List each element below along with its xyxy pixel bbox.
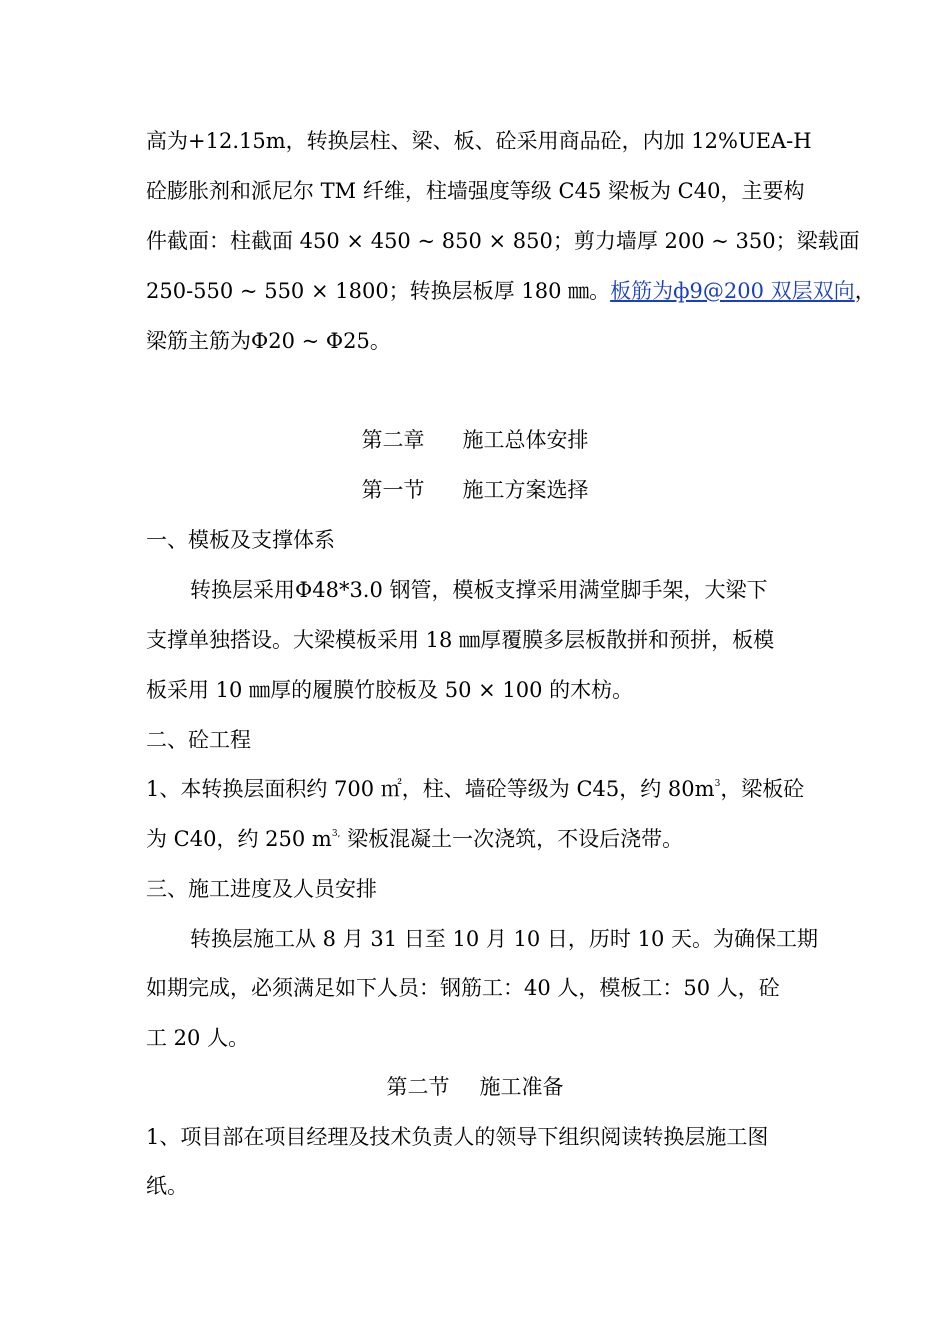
intro-line-4-tail: ， [854, 279, 876, 303]
intro-line-5: 梁筋主筋为Φ20 ~ Φ25。 [146, 329, 391, 353]
section-1-title: 施工方案选择 [462, 478, 589, 502]
section-2-number: 第二节 [386, 1075, 450, 1099]
prep-line-2: 纸。 [146, 1174, 188, 1198]
prep-line-1: 1、项目部在项目经理及技术负责人的领导下组织阅读转换层施工图 [146, 1125, 769, 1149]
section-2-heading [0, 1073, 950, 1101]
chapter-title: 施工总体安排 [462, 428, 589, 452]
schedule-line-2: 如期完成，必须满足如下人员：钢筋工：40 人，模板工：50 人，砼 [146, 976, 780, 1000]
chapter-heading [0, 426, 950, 454]
intro-line-4-text: 250-550 ~ 550 × 1800；转换层板厚 180 ㎜。 [146, 279, 611, 303]
schedule-line-3: 工 20 人。 [146, 1026, 250, 1050]
intro-line-4 [146, 277, 876, 305]
intro-line-2: 砼膨胀剂和派尼尔 TM 纤维，柱墙强度等级 C45 梁板为 C40，主要构 [146, 179, 805, 203]
section-1-heading [0, 476, 950, 504]
concrete-line-1-text: 1、本转换层面积约 700 ㎡，柱、墙砼等级为 C45，约 80m [146, 777, 715, 801]
formwork-line-2: 支撑单独搭设。大梁模板采用 18 ㎜厚覆膜多层板散拼和预拼，板模 [146, 628, 775, 652]
schedule-line-1: 转换层施工从 8 月 31 日至 10 月 10 日，历时 10 天。为确保工期 [190, 927, 818, 951]
heading-schedule: 三、施工进度及人员安排 [146, 877, 377, 901]
intro-line-3: 件截面：柱截面 450 × 450 ~ 850 × 850；剪力墙厚 200 ~ 350；梁载面 [146, 229, 860, 253]
chapter-number: 第二章 [361, 428, 425, 452]
concrete-line-2 [146, 825, 683, 853]
formwork-line-3: 板采用 10 ㎜厚的履膜竹胶板及 50 × 100 的木枋。 [146, 678, 634, 702]
intro-line-1: 高为+12.15m，转换层柱、梁、板、砼采用商品砼，内加 12%UEA-H [146, 129, 812, 153]
formwork-line-1: 转换层采用Φ48*3.0 钢管，模板支撑采用满堂脚手架，大梁下 [190, 578, 768, 602]
cubic-superscript: 3, [331, 829, 341, 839]
heading-formwork: 一、模板及支撑体系 [146, 528, 335, 552]
section-1-number: 第一节 [361, 478, 425, 502]
concrete-line-2-tail: 梁板混凝土一次浇筑，不设后浇带。 [340, 827, 684, 851]
cubic-superscript: 3 [714, 779, 721, 789]
concrete-line-2-text: 为 C40，约 250 m [146, 827, 332, 851]
heading-concrete: 二、砼工程 [146, 728, 251, 752]
concrete-line-1 [146, 775, 804, 803]
rebar-spec-link[interactable]: 板筋为ф9@200 双层双向 [610, 279, 855, 303]
concrete-line-1-tail: ，梁板砼 [720, 777, 805, 801]
section-2-title: 施工准备 [479, 1075, 564, 1099]
